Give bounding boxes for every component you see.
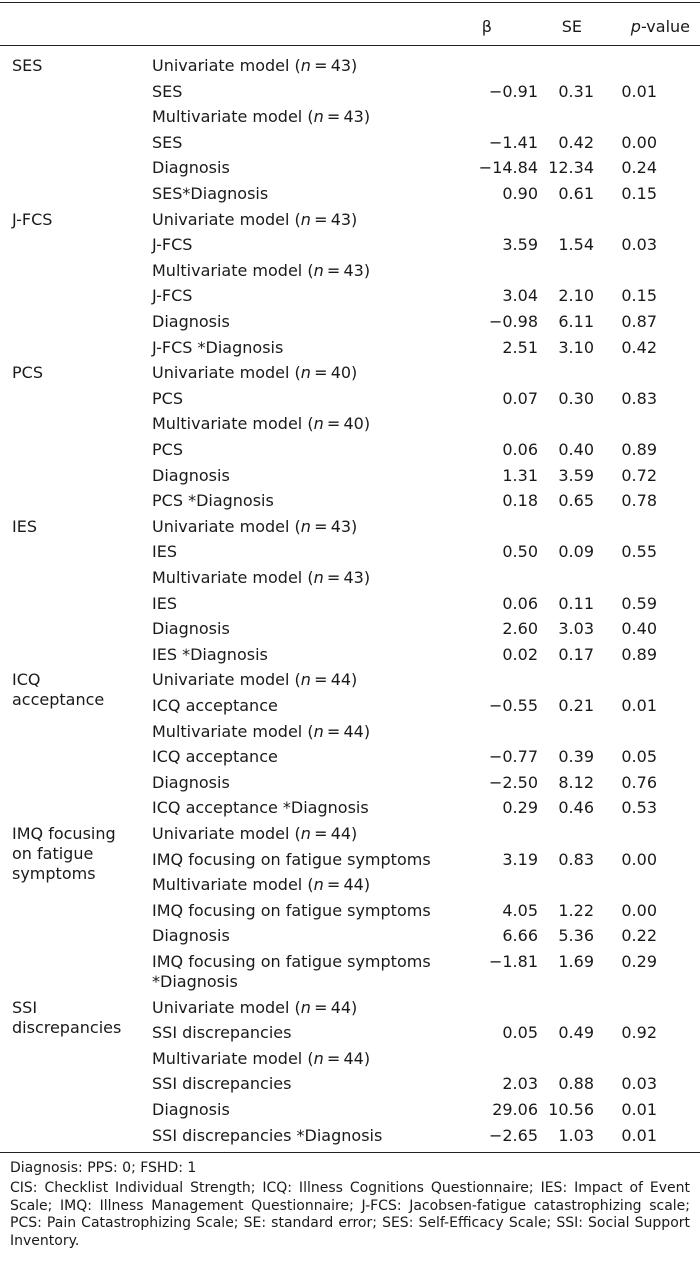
se-value: 0.11 — [558, 593, 594, 613]
footnote-diagnosis: Diagnosis: PPS: 0; FSHD: 1 — [10, 1160, 197, 1176]
row-label: Diagnosis — [152, 465, 230, 485]
equals-sign: = — [323, 107, 344, 127]
model-label-text: Univariate model ( — [152, 516, 301, 536]
close-paren: ) — [351, 516, 358, 536]
variable-name: PCS — [12, 363, 43, 383]
se-value: 12.34 — [548, 158, 594, 178]
row-label: ICQ acceptance — [152, 696, 278, 715]
beta-value: 0.05 — [502, 1023, 538, 1043]
se-value: 0.65 — [558, 491, 594, 511]
p-value: 0.83 — [621, 388, 657, 408]
n-symbol: n — [300, 56, 311, 75]
p-value: 0.00 — [621, 849, 657, 869]
sample-size: 40 — [330, 363, 352, 383]
sample-size: 44 — [330, 670, 352, 690]
close-paren: ) — [363, 414, 371, 434]
beta-value: 2.60 — [502, 619, 538, 639]
p-value: 0.55 — [621, 542, 657, 562]
model-label — [152, 107, 467, 127]
close-paren: ) — [363, 260, 371, 280]
beta-value: 0.06 — [502, 440, 538, 459]
sample-size: 44 — [343, 875, 364, 895]
row-label: PCS — [152, 388, 183, 408]
se-value: 2.10 — [558, 286, 594, 306]
equals-sign: = — [310, 363, 331, 383]
model-label-text: Univariate model ( — [152, 363, 301, 383]
beta-value: −0.77 — [488, 747, 538, 767]
row-label: ICQ acceptance — [152, 747, 278, 767]
beta-value: 0.07 — [502, 388, 538, 408]
beta-value: −14.84 — [478, 158, 538, 178]
model-label — [152, 998, 467, 1018]
beta-value: 3.04 — [502, 286, 538, 306]
model-label-text: Multivariate model ( — [152, 414, 314, 434]
equals-sign: = — [310, 516, 331, 536]
variable-name: J-FCS — [12, 209, 53, 229]
equals-sign: = — [323, 875, 344, 895]
p-value: 0.42 — [621, 337, 657, 357]
sample-size: 43 — [330, 56, 352, 75]
se-value: 0.17 — [558, 644, 594, 664]
p-value: 0.00 — [621, 132, 657, 152]
n-symbol: n — [300, 997, 311, 1017]
variable-name: IMQ focusing on fatigue symptoms — [12, 824, 116, 883]
p-value: 0.15 — [621, 184, 657, 203]
n-symbol: n — [313, 107, 324, 127]
beta-value: 0.18 — [502, 491, 538, 511]
equals-sign: = — [310, 209, 331, 229]
model-label — [152, 824, 467, 844]
se-value: 6.11 — [558, 312, 594, 331]
row-label: Diagnosis — [152, 1100, 230, 1119]
close-paren: ) — [351, 824, 358, 843]
se-value: 3.59 — [558, 465, 594, 485]
beta-value: 2.51 — [502, 337, 538, 357]
beta-value: 3.59 — [502, 235, 538, 255]
p-italic: p — [630, 17, 641, 36]
p-value: 0.72 — [621, 465, 657, 485]
close-paren: ) — [363, 107, 371, 127]
se-value: 0.39 — [558, 747, 594, 767]
p-value: 0.59 — [621, 593, 657, 613]
variable-name: SSI discrepancies — [12, 997, 122, 1037]
se-value: 1.54 — [558, 235, 594, 255]
model-label — [152, 414, 467, 434]
p-value: 0.89 — [621, 440, 657, 459]
beta-value: 3.19 — [502, 849, 538, 869]
beta-value: −0.91 — [488, 81, 538, 101]
model-label-text: Univariate model ( — [152, 209, 301, 229]
n-symbol: n — [300, 516, 311, 536]
variable-name: ICQ acceptance — [12, 670, 105, 710]
n-symbol: n — [300, 824, 311, 843]
model-label-text: Multivariate model ( — [152, 875, 314, 895]
equals-sign: = — [310, 56, 331, 75]
equals-sign: = — [323, 568, 344, 587]
p-value: 0.89 — [621, 644, 657, 664]
model-label-text: Univariate model ( — [152, 670, 301, 690]
n-symbol: n — [313, 414, 324, 434]
n-symbol: n — [300, 363, 311, 383]
row-label: Diagnosis — [152, 312, 230, 331]
p-value: 0.78 — [621, 491, 657, 511]
row-label: Diagnosis — [152, 926, 230, 946]
p-value: 0.05 — [621, 747, 657, 767]
model-label — [152, 670, 467, 690]
n-symbol: n — [300, 209, 311, 229]
sample-size: 43 — [343, 568, 364, 587]
variable-name: SES — [12, 56, 43, 75]
close-paren: ) — [363, 568, 371, 587]
equals-sign: = — [323, 414, 344, 434]
p-value: 0.29 — [621, 952, 657, 971]
se-value: 3.10 — [558, 337, 594, 357]
equals-sign: = — [310, 997, 331, 1017]
model-label — [152, 722, 467, 742]
model-label-text: Multivariate model ( — [152, 107, 314, 127]
n-symbol: n — [313, 721, 324, 741]
p-value: 0.01 — [621, 1100, 657, 1119]
column-header-p-value — [631, 17, 690, 37]
row-label: IES *Diagnosis — [152, 644, 268, 664]
se-value: 0.09 — [558, 542, 594, 562]
variable-name: IES — [12, 516, 37, 536]
beta-value: −0.55 — [488, 696, 538, 715]
p-value: 0.92 — [621, 1023, 657, 1043]
se-value: 0.61 — [558, 184, 594, 203]
beta-value: 1.31 — [502, 465, 538, 485]
model-label-text: Multivariate model ( — [152, 568, 314, 587]
p-value: 0.01 — [621, 696, 657, 715]
close-paren: ) — [351, 997, 358, 1017]
close-paren: ) — [363, 1048, 371, 1068]
sample-size: 44 — [330, 997, 352, 1017]
row-label: PCS *Diagnosis — [152, 491, 274, 511]
model-label-text: Univariate model ( — [152, 56, 301, 75]
p-value: 0.40 — [621, 619, 657, 639]
se-value: 3.03 — [558, 619, 594, 639]
p-value: 0.15 — [621, 286, 657, 306]
table-top-rule — [0, 2, 700, 3]
p-value: 0.87 — [621, 312, 657, 331]
model-label-text: Univariate model ( — [152, 997, 301, 1017]
n-symbol: n — [300, 670, 311, 690]
sample-size: 44 — [343, 721, 364, 741]
close-paren: ) — [351, 56, 358, 75]
p-value: 0.00 — [621, 900, 657, 920]
beta-value: 6.66 — [502, 926, 538, 946]
row-label: SES*Diagnosis — [152, 184, 269, 203]
row-label: Diagnosis — [152, 619, 230, 639]
sample-size: 43 — [330, 209, 352, 229]
se-value: 1.22 — [558, 900, 594, 920]
equals-sign: = — [323, 260, 344, 280]
beta-value: −1.81 — [488, 952, 538, 971]
row-label: SSI discrepancies — [152, 1074, 292, 1094]
row-label: SSI discrepancies *Diagnosis — [152, 1125, 383, 1145]
p-value: 0.01 — [621, 81, 657, 101]
model-label — [152, 875, 467, 895]
p-value: 0.53 — [621, 798, 657, 818]
p-value: 0.76 — [621, 772, 657, 792]
se-value: 1.69 — [558, 952, 594, 971]
equals-sign: = — [323, 1048, 344, 1068]
sample-size: 43 — [343, 260, 364, 280]
model-label — [152, 261, 467, 281]
row-label: PCS — [152, 440, 183, 459]
close-paren: ) — [351, 209, 358, 229]
row-label: IMQ focusing on fatigue symptoms — [152, 849, 431, 869]
se-value: 1.03 — [558, 1125, 594, 1145]
beta-value: −2.65 — [488, 1125, 538, 1145]
beta-value: 0.06 — [502, 593, 538, 613]
sample-size: 43 — [343, 107, 364, 127]
p-value: 0.24 — [621, 158, 657, 178]
se-value: 0.88 — [558, 1074, 594, 1094]
beta-value: 29.06 — [492, 1100, 538, 1119]
row-label: Diagnosis — [152, 158, 230, 178]
table-bottom-rule — [0, 1152, 700, 1153]
model-label — [152, 56, 467, 76]
close-paren: ) — [363, 875, 371, 895]
column-header-beta: β — [481, 17, 492, 36]
beta-value: 0.29 — [502, 798, 538, 818]
sample-size: 44 — [343, 1048, 364, 1068]
row-label: SES — [152, 81, 183, 101]
beta-value: 0.90 — [502, 184, 538, 203]
model-label — [152, 1049, 467, 1069]
close-paren: ) — [363, 721, 371, 741]
se-value: 5.36 — [558, 926, 594, 946]
beta-value: 2.03 — [502, 1074, 538, 1094]
equals-sign: = — [310, 824, 331, 843]
model-label-text: Multivariate model ( — [152, 721, 314, 741]
model-label — [152, 568, 467, 588]
beta-value: −1.41 — [488, 132, 538, 152]
footnote-abbreviations: CIS: Checklist Individual Strength; ICQ: Illness Cognitions Questionnaire; IES: Impact of Event Scale; IMQ: Illness Management Questionnaire; J-FCS: Jacobsen-fatigue catastrophizing scale; PCS: Pain Catastrophizing Scale; SE: standard error; SES: Self-Efficacy Scale; SSI: Social Support Inventory. — [10, 1180, 690, 1249]
p-value: 0.03 — [621, 235, 657, 255]
equals-sign: = — [310, 670, 331, 690]
row-label: SSI discrepancies — [152, 1023, 292, 1043]
sample-size: 44 — [330, 824, 352, 843]
se-value: 0.30 — [558, 388, 594, 408]
se-value: 0.49 — [558, 1023, 594, 1043]
se-value: 10.56 — [548, 1100, 594, 1119]
se-value: 8.12 — [558, 772, 594, 792]
row-label: IMQ focusing on fatigue symptoms *Diagnosis — [152, 952, 431, 991]
beta-value: 0.50 — [502, 542, 538, 562]
close-paren: ) — [351, 670, 358, 690]
n-symbol: n — [313, 568, 324, 587]
beta-value: −2.50 — [488, 772, 538, 792]
row-label: Diagnosis — [152, 772, 230, 792]
beta-value: −0.98 — [488, 312, 538, 331]
sample-size: 43 — [330, 516, 352, 536]
row-label: IES — [152, 542, 177, 562]
sample-size: 40 — [343, 414, 364, 434]
row-label: SES — [152, 132, 183, 152]
beta-value: 0.02 — [502, 644, 538, 664]
equals-sign: = — [323, 721, 344, 741]
se-value: 0.83 — [558, 849, 594, 869]
se-value: 0.42 — [558, 132, 594, 152]
model-label — [152, 210, 467, 230]
se-value: 0.40 — [558, 440, 594, 459]
beta-value: 4.05 — [502, 900, 538, 920]
p-value: 0.01 — [621, 1125, 657, 1145]
close-paren: ) — [351, 363, 358, 383]
table-header-rule — [0, 45, 700, 46]
column-header-se: SE — [561, 17, 582, 36]
p-value-suffix: -value — [640, 17, 690, 36]
row-label: IMQ focusing on fatigue symptoms — [152, 900, 431, 920]
row-label: J-FCS *Diagnosis — [152, 337, 284, 357]
model-label — [152, 517, 467, 537]
n-symbol: n — [313, 875, 324, 895]
se-value: 0.46 — [558, 798, 594, 818]
p-value: 0.22 — [621, 926, 657, 946]
p-value: 0.03 — [621, 1074, 657, 1094]
n-symbol: n — [313, 260, 324, 280]
row-label: ICQ acceptance *Diagnosis — [152, 798, 369, 818]
model-label-text: Univariate model ( — [152, 824, 301, 843]
row-label: J-FCS — [152, 235, 193, 255]
n-symbol: n — [313, 1048, 324, 1068]
se-value: 0.31 — [558, 81, 594, 101]
model-label-text: Multivariate model ( — [152, 260, 314, 280]
row-label: IES — [152, 593, 177, 613]
se-value: 0.21 — [558, 696, 594, 715]
row-label: J-FCS — [152, 286, 193, 306]
model-label — [152, 363, 467, 383]
model-label-text: Multivariate model ( — [152, 1048, 314, 1068]
